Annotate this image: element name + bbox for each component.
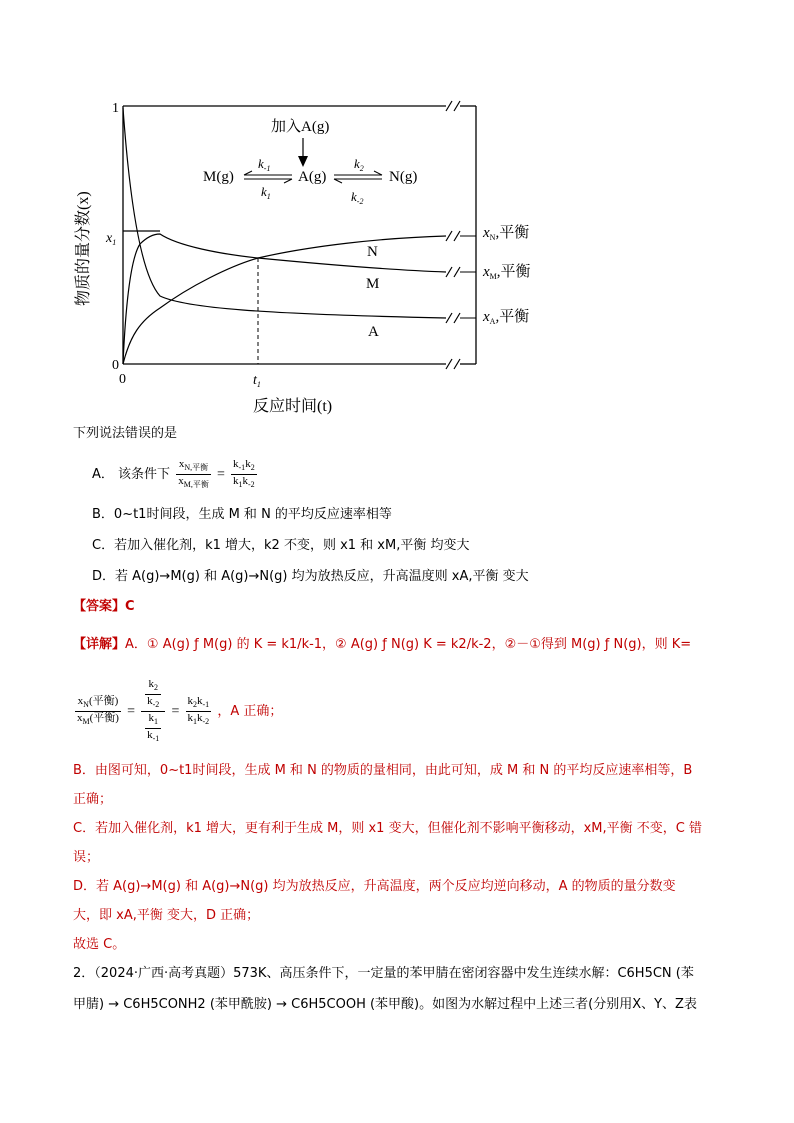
explain-a-tail: ，A 正确； (217, 704, 283, 719)
explain-a-compound-frac: $\frac{\frac{k_2}{k_{-2}}}{\frac{k_1}{k_{-1}}}$ (141, 678, 165, 745)
option-a-text: 该条件下 (118, 467, 171, 482)
scheme-a: A(g) (298, 169, 327, 185)
equilibrium-arrows-right (334, 171, 382, 183)
x-axis-label: 反应时间(t) (253, 398, 333, 415)
explain-conclusion: 故选 C。 (73, 937, 126, 952)
next-question-line2: 甲腈) → C6H5CONH2 (苯甲酰胺) → C6H5COOH (苯甲酸)。如图为水解过程中上述三者(分别用X、Y、Z表 (73, 997, 697, 1012)
k2-label: $k_2$ (354, 156, 364, 173)
eq-label-a: $x_A$,平衡 (483, 309, 530, 326)
add-a-label: 加入A(g) (271, 119, 330, 135)
option-a: A． 该条件下 $\frac{x_{N,平衡}}{x_{M,平衡}}$ = $\frac{k_{-1}k_2}{k_1k_{-2}}$ (92, 458, 255, 489)
option-a-letter: A． (92, 467, 114, 482)
answer-line (73, 598, 135, 616)
label-m: M (366, 276, 380, 292)
explain-c-line1: C．若加入催化剂，k1 增大，更有利于生成 M，则 x1 变大，但催化剂不影响平衡移动，xM,平衡 不变，C 错 (73, 821, 702, 836)
explain-a-line2: $\frac{x_N(平衡)}{x_M(平衡)}$ = $\frac{\frac{k_2}{k_{-2}}}{\frac{k_1}{k_{-1}}}$ = $\frac{k_2k_{-1}}{k_1k_{-2}}$ ，A 正确； (77, 678, 283, 743)
option-a-kratio: $\frac{k_{-1}k_2}{k_1k_{-2}}$ (233, 458, 255, 489)
kinetics-figure (60, 96, 620, 416)
scheme-m: M(g) (203, 169, 234, 185)
option-d: D．若 A(g)→M(g) 和 A(g)→N(g) 均为放热反应，升高温度则 xA,平衡 变大 (92, 569, 529, 584)
option-d-text: 若 A(g)→M(g) 和 A(g)→N(g) 均为放热反应，升高温度则 xA,平衡 变大 (115, 569, 529, 584)
option-c: C．若加入催化剂，k1 增大，k2 不变，则 x1 和 xM,平衡 均变大 (92, 538, 470, 553)
option-b-text: 0~t1时间段，生成 M 和 N 的平均反应速率相等 (113, 507, 392, 522)
explain-d-line2: 大，即 xA,平衡 变大，D 正确； (73, 908, 260, 923)
x-tick-0: 0 (119, 372, 126, 387)
explain-a-text: A．① A(g) ƒ M(g) 的 K = k1/k-1，② A(g) ƒ N(g) K = k2/k-2，②－①得到 M(g) ƒ N(g)，则 K= (125, 637, 692, 652)
x1-label: $x_1$ (106, 231, 117, 247)
explain-tag: 【详解】 (73, 637, 126, 652)
curve-m (123, 234, 446, 364)
explain-a-xratio: $\frac{x_N(平衡)}{x_M(平衡)}$ (77, 695, 119, 726)
k-minus2-label: $k_{-2}$ (351, 189, 364, 206)
question-prompt: 下列说法错误的是 (73, 426, 178, 441)
explain-d-line1: D．若 A(g)→M(g) 和 A(g)→N(g) 均为放热反应，升高温度，两个反应均逆向移动，A 的物质的量分数变 (73, 879, 676, 894)
option-c-text: 若加入催化剂，k1 增大，k2 不变，则 x1 和 xM,平衡 均变大 (114, 538, 470, 553)
explain-a-line1 (73, 636, 691, 654)
explain-b-line2: 正确； (73, 792, 113, 807)
y-tick-1: 1 (112, 101, 119, 116)
label-a: A (368, 324, 379, 340)
scheme-n: N(g) (389, 169, 418, 185)
curve-n (123, 236, 446, 364)
option-a-ratio: $\frac{x_{N,平衡}}{x_{M,平衡}}$ (178, 458, 209, 489)
eq-label-n: $x_N$,平衡 (483, 225, 530, 242)
y-axis-label: 物质的量分数(x) (75, 191, 92, 306)
answer-tag: 【答案】 (73, 599, 126, 614)
label-n: N (367, 244, 378, 260)
answer-value: C (125, 599, 135, 614)
add-arrowhead (298, 156, 308, 167)
explain-a-result-frac: $\frac{k_2k_{-1}}{k_1k_{-2}}$ (187, 695, 210, 726)
k-minus1-label: $k_{-1}$ (258, 156, 271, 173)
option-b: B．0~t1时间段，生成 M 和 N 的平均反应速率相等 (92, 507, 392, 522)
axis-break-marks (446, 101, 460, 369)
eq-label-m: $x_M$,平衡 (483, 264, 531, 281)
curve-a (123, 108, 446, 318)
origin-y-0: 0 (112, 358, 119, 373)
explain-c-line2: 误； (73, 850, 100, 865)
next-question-line1: 2．（2024·广西·高考真题）573K、高压条件下，一定量的苯甲腈在密闭容器中发生连续水解：C6H5CN (苯 (73, 966, 694, 981)
t1-label: $t_1$ (253, 373, 261, 389)
explain-b-line1: B．由图可知，0~t1时间段，生成 M 和 N 的物质的量相同，由此可知，成 M 和 N 的平均反应速率相等，B (73, 763, 693, 778)
k1-label: $k_1$ (261, 184, 271, 201)
